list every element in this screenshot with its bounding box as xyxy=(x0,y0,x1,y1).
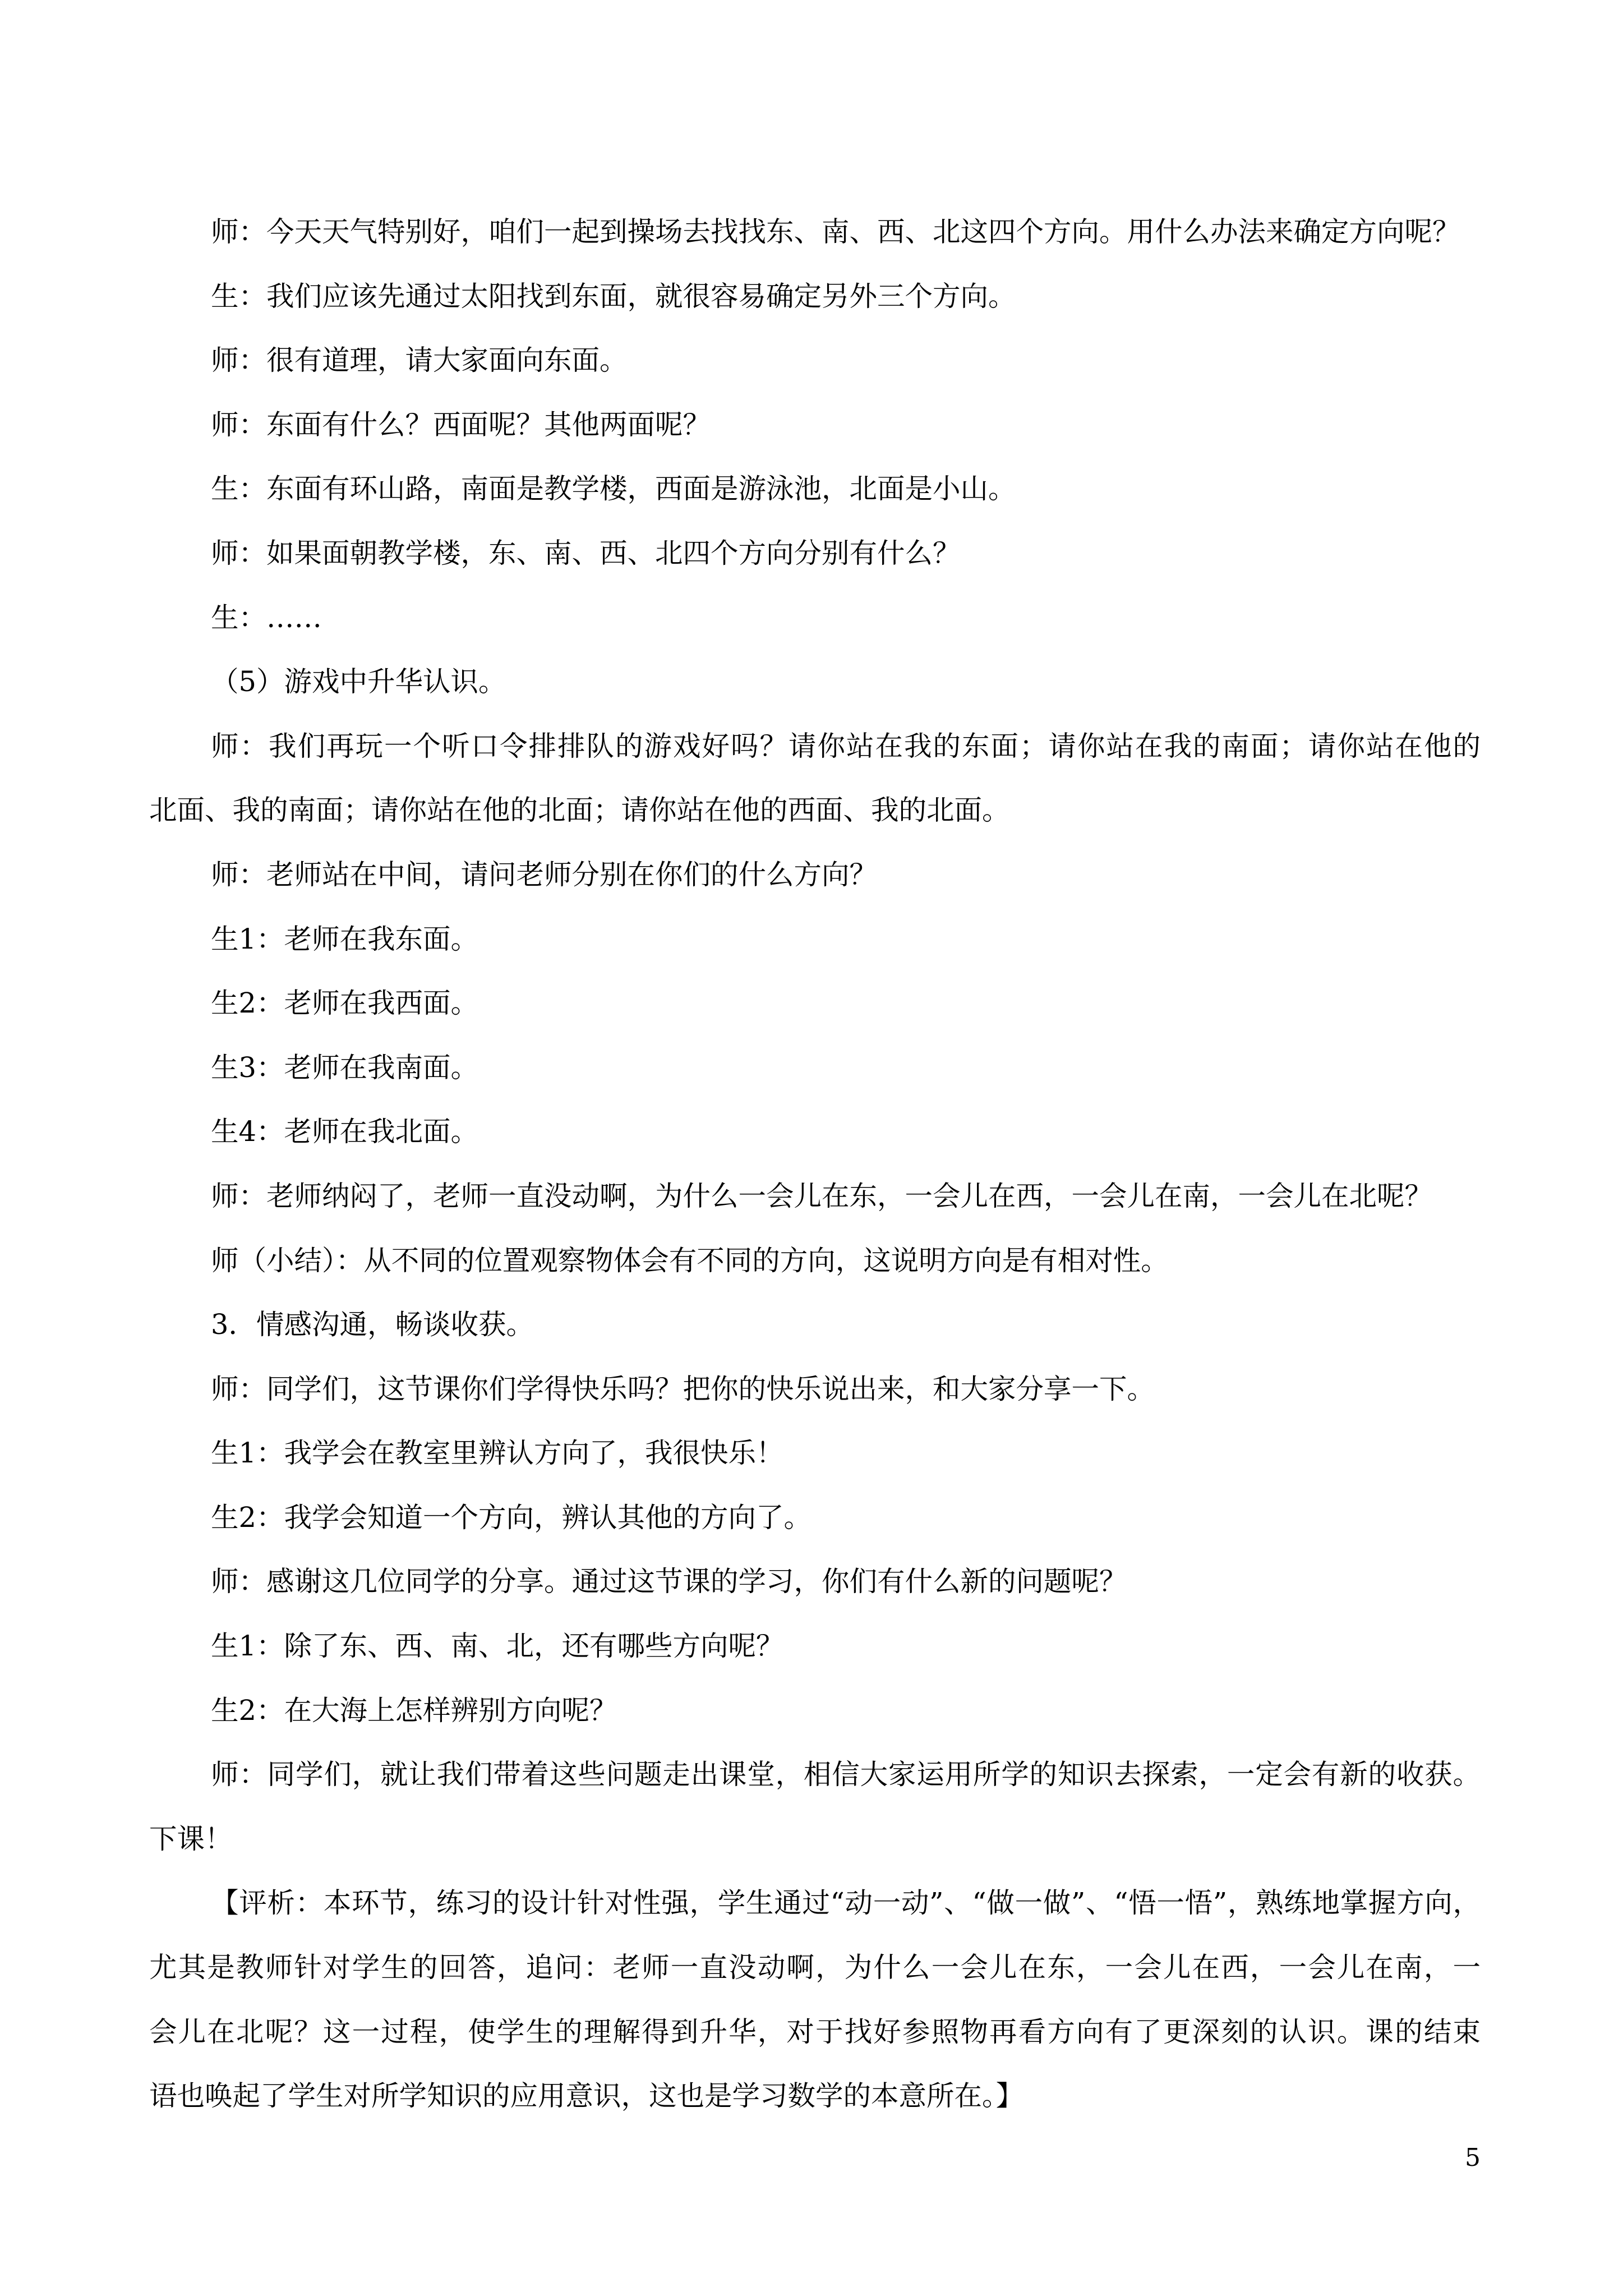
line-text: 师：老师站在中间，请问老师分别在你们的什么方向？ xyxy=(211,858,877,891)
paragraph xyxy=(149,971,1481,1036)
text-line xyxy=(149,1742,1481,1807)
text-line xyxy=(149,586,1481,650)
paragraph xyxy=(149,1614,1481,1678)
line-text: 北面、我的南面；请你站在他的北面；请你站在他的西面、我的北面。 xyxy=(149,794,1010,827)
paragraph xyxy=(149,521,1481,586)
paragraph xyxy=(149,200,1481,264)
text-line xyxy=(149,1357,1481,1421)
text-line xyxy=(149,714,1481,779)
document-body xyxy=(149,200,1481,2128)
text-line xyxy=(149,1099,1481,1164)
commentary-paragraph xyxy=(149,1871,1481,2128)
text-line xyxy=(149,1036,1481,1100)
paragraph xyxy=(149,1485,1481,1550)
line-text: 生：…… xyxy=(211,601,322,634)
line-text: 生：我们应该先通过太阳找到东面，就很容易确定另外三个方向。 xyxy=(211,279,1016,312)
line-text: 生2：我学会知道一个方向，辨认其他的方向了。 xyxy=(211,1501,811,1534)
paragraph xyxy=(149,1742,1481,1871)
text-line xyxy=(149,1292,1481,1357)
line-text: 3．情感沟通，畅谈收获。 xyxy=(211,1308,534,1341)
line-text: 生1：老师在我东面。 xyxy=(211,922,478,955)
paragraph xyxy=(149,843,1481,907)
text-line xyxy=(149,778,1481,843)
text-line xyxy=(149,1485,1481,1550)
text-line xyxy=(149,1935,1481,2000)
line-text: 师：东面有什么？西面呢？其他两面呢？ xyxy=(211,408,711,441)
paragraph xyxy=(149,1549,1481,1614)
text-line xyxy=(149,1421,1481,1485)
text-line xyxy=(149,328,1481,393)
line-text: 师（小结）：从不同的位置观察物体会有不同的方向，这说明方向是有相对性。 xyxy=(211,1244,1169,1277)
line-text: 师：同学们，就让我们带着这些问题走出课堂，相信大家运用所学的知识去探索，一定会有新的收获。 xyxy=(211,1758,1481,1791)
line-text: 师：今天天气特别好，咱们一起到操场去找找东、南、西、北这四个方向。用什么办法来确定方向呢？ xyxy=(211,215,1460,248)
line-text: 生1：除了东、西、南、北，还有哪些方向呢？ xyxy=(211,1630,784,1663)
paragraph xyxy=(149,1164,1481,1228)
text-line xyxy=(149,1164,1481,1228)
paragraph xyxy=(149,714,1481,843)
line-text: 生4：老师在我北面。 xyxy=(211,1115,478,1148)
paragraph xyxy=(149,328,1481,393)
text-line xyxy=(149,200,1481,264)
line-text: 生2：在大海上怎样辨别方向呢？ xyxy=(211,1694,617,1727)
line-text: 语也唤起了学生对所学知识的应用意识，这也是学习数学的本意所在。】 xyxy=(149,2079,1024,2113)
text-line xyxy=(149,650,1481,714)
line-text: 师：同学们，这节课你们学得快乐吗？把你的快乐说出来，和大家分享一下。 xyxy=(211,1372,1155,1405)
paragraph xyxy=(149,457,1481,521)
paragraph xyxy=(149,1228,1481,1293)
line-text: 生：东面有环山路，南面是教学楼，西面是游泳池，北面是小山。 xyxy=(211,472,1016,505)
paragraph xyxy=(149,264,1481,329)
text-line xyxy=(149,393,1481,457)
text-line xyxy=(149,1871,1481,1935)
paragraph xyxy=(149,1678,1481,1743)
text-line xyxy=(149,1228,1481,1293)
text-line xyxy=(149,971,1481,1036)
paragraph xyxy=(149,1421,1481,1485)
paragraph xyxy=(149,1099,1481,1164)
section-heading xyxy=(149,650,1481,714)
section-heading xyxy=(149,1292,1481,1357)
paragraph xyxy=(149,393,1481,457)
paragraph xyxy=(149,1357,1481,1421)
line-text: 师：感谢这几位同学的分享。通过这节课的学习，你们有什么新的问题呢？ xyxy=(211,1565,1127,1598)
page-number: 5 xyxy=(1465,2143,1481,2172)
text-line xyxy=(149,457,1481,521)
line-text: 生1：我学会在教室里辨认方向了，我很快乐！ xyxy=(211,1437,784,1470)
text-line xyxy=(149,264,1481,329)
text-line xyxy=(149,907,1481,972)
paragraph xyxy=(149,1036,1481,1100)
text-line xyxy=(149,1614,1481,1678)
line-text: 师：老师纳闷了，老师一直没动啊，为什么一会儿在东，一会儿在西，一会儿在南，一会儿在北呢？ xyxy=(211,1179,1432,1212)
text-line xyxy=(149,521,1481,586)
text-line xyxy=(149,1807,1481,1871)
paragraph xyxy=(149,586,1481,650)
text-line xyxy=(149,843,1481,907)
line-text: 下课！ xyxy=(149,1822,233,1855)
line-text: 会儿在北呢？这一过程，使学生的理解得到升华，对于找好参照物再看方向有了更深刻的认识。课的结束 xyxy=(149,2015,1482,2048)
line-text: 生3：老师在我南面。 xyxy=(211,1051,478,1084)
line-text: 生2：老师在我西面。 xyxy=(211,987,478,1020)
line-text: 师：如果面朝教学楼，东、南、西、北四个方向分别有什么？ xyxy=(211,536,961,569)
text-line xyxy=(149,1549,1481,1614)
text-line xyxy=(149,1678,1481,1743)
line-text: 师：我们再玩一个听口令排排队的游戏好吗？请你站在我的东面；请你站在我的南面；请你站在他的 xyxy=(211,729,1482,762)
line-text: 师：很有道理，请大家面向东面。 xyxy=(211,344,628,377)
paragraph xyxy=(149,907,1481,972)
line-text: 尤其是教师针对学生的回答，追问：老师一直没动啊，为什么一会儿在东，一会儿在西，一会儿在南，一 xyxy=(149,1951,1482,1984)
text-line xyxy=(149,2000,1481,2064)
line-text: （5）游戏中升华认识。 xyxy=(211,665,506,698)
text-line xyxy=(149,2064,1481,2128)
line-text: 【评析：本环节，练习的设计针对性强，学生通过“动一动”、“做一做”、“悟一悟”，熟练地掌握方向， xyxy=(211,1887,1481,1920)
